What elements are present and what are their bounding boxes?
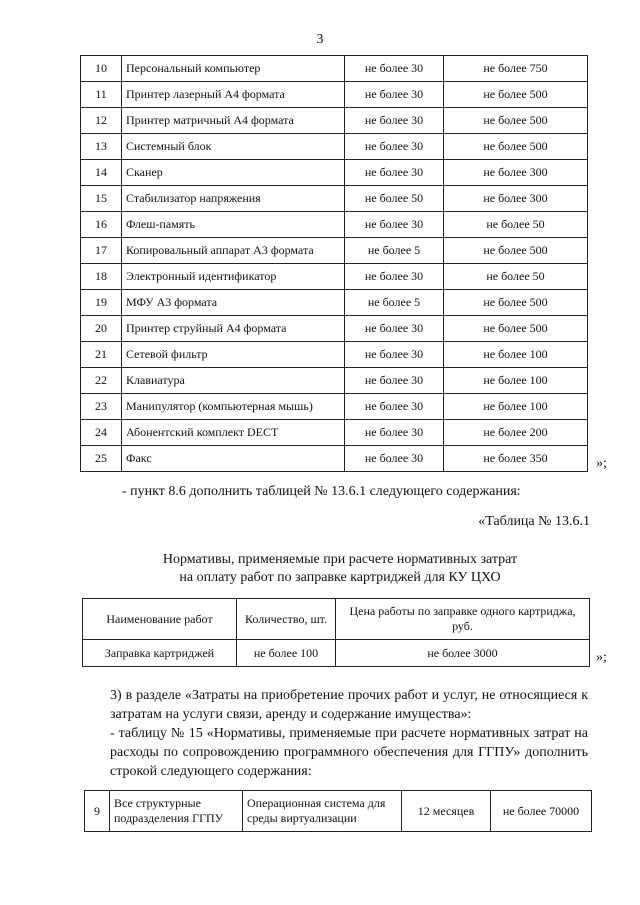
cell-number: 11 <box>81 82 122 108</box>
cell-quantity: не более 30 <box>345 446 444 472</box>
cell-number: 25 <box>81 446 122 472</box>
cell-price: не более 50 <box>444 212 588 238</box>
cell-name: Клавиатура <box>122 368 345 394</box>
cell-name: Сетевой фильтр <box>122 342 345 368</box>
header-work-name: Наименование работ <box>83 599 237 640</box>
cell-name: Факс <box>122 446 345 472</box>
cell-price: не более 300 <box>444 186 588 212</box>
table-row <box>81 108 588 134</box>
cell-name: Электронный идентификатор <box>122 264 345 290</box>
table-row <box>81 238 588 264</box>
paragraph-section-3: 3) в разделе «Затраты на приобретение прочих работ и услуг, не относящиеся к затратам на услуги связи, аренду и содержание имущества»: <box>110 688 588 722</box>
cell-price: не более 70000 <box>491 791 592 832</box>
cell-period: 12 месяцев <box>402 791 491 832</box>
cell-quantity: не более 30 <box>345 82 444 108</box>
cell-price: не более 750 <box>444 56 588 82</box>
cell-quantity: не более 30 <box>345 316 444 342</box>
cell-number: 23 <box>81 394 122 420</box>
header-price: Цена работы по заправке одного картриджа, руб. <box>336 599 590 640</box>
table-row <box>81 56 588 82</box>
table-row <box>81 316 588 342</box>
cell-quantity: не более 30 <box>345 56 444 82</box>
intro-line: - пункт 8.6 дополнить таблицей № 13.6.1 следующего содержания: <box>122 484 521 499</box>
cell-price: не более 500 <box>444 134 588 160</box>
cell-quantity: не более 30 <box>345 264 444 290</box>
table-row <box>81 160 588 186</box>
cell-price: не более 500 <box>444 238 588 264</box>
cell-name: Принтер струйный А4 формата <box>122 316 345 342</box>
cell-price: не более 100 <box>444 342 588 368</box>
cell-number: 14 <box>81 160 122 186</box>
cell-name: Манипулятор (компьютерная мышь) <box>122 394 345 420</box>
cell-number: 20 <box>81 316 122 342</box>
page-number: 3 <box>316 32 324 47</box>
cell-name: Принтер лазерный А4 формата <box>122 82 345 108</box>
cell-price: не более 500 <box>444 108 588 134</box>
cell-number: 17 <box>81 238 122 264</box>
cell-name: МФУ А3 формата <box>122 290 345 316</box>
cell-name: Стабилизатор напряжения <box>122 186 345 212</box>
cell-name: Системный блок <box>122 134 345 160</box>
cell-name: Копировальный аппарат А3 формата <box>122 238 345 264</box>
cell-number: 24 <box>81 420 122 446</box>
cell-name: Принтер матричный А4 формата <box>122 108 345 134</box>
cell-quantity: не более 30 <box>345 212 444 238</box>
cell-number: 9 <box>85 791 110 832</box>
cell-name: Абонентский комплект DECT <box>122 420 345 446</box>
cell-number: 10 <box>81 56 122 82</box>
table1-closing-quote: »; <box>596 456 607 471</box>
cell-number: 12 <box>81 108 122 134</box>
cell-quantity: не более 5 <box>345 290 444 316</box>
cell-quantity: не более 100 <box>237 640 336 667</box>
table-row <box>81 290 588 316</box>
table-row <box>81 134 588 160</box>
equipment-table <box>80 55 588 472</box>
cell-quantity: не более 30 <box>345 160 444 186</box>
table-row <box>81 446 588 472</box>
table-row <box>81 368 588 394</box>
cell-quantity: не более 5 <box>345 238 444 264</box>
cell-work-name: Заправка картриджей <box>83 640 237 667</box>
paragraph-table-15: - таблицу № 15 «Нормативы, применяемые при расчете нормативных затрат на расходы по сопровождению программного обеспечения для ГГПУ» дополнить строкой следующего содержания: <box>110 726 588 779</box>
cell-price: не более 200 <box>444 420 588 446</box>
cell-quantity: не более 30 <box>345 420 444 446</box>
table2-closing-quote: »; <box>596 650 607 665</box>
cell-quantity: не более 50 <box>345 186 444 212</box>
cell-price: не более 3000 <box>336 640 590 667</box>
cell-quantity: не более 30 <box>345 394 444 420</box>
table-row <box>81 82 588 108</box>
cell-number: 19 <box>81 290 122 316</box>
cell-price: не более 50 <box>444 264 588 290</box>
cell-number: 16 <box>81 212 122 238</box>
table-row <box>83 640 590 667</box>
table-13-6-1-title <box>80 551 600 587</box>
cell-price: не более 300 <box>444 160 588 186</box>
table-13-6-1-caption: «Таблица № 13.6.1 <box>478 514 590 529</box>
table-row <box>81 394 588 420</box>
table-row <box>81 212 588 238</box>
cell-price: не более 500 <box>444 82 588 108</box>
cell-number: 13 <box>81 134 122 160</box>
cell-software: Операционная система для среды виртуализации <box>243 791 402 832</box>
cell-quantity: не более 30 <box>345 342 444 368</box>
cell-name: Флеш-память <box>122 212 345 238</box>
table-row <box>81 420 588 446</box>
cell-quantity: не более 30 <box>345 108 444 134</box>
header-quantity: Количество, шт. <box>237 599 336 640</box>
cell-number: 18 <box>81 264 122 290</box>
cell-price: не более 100 <box>444 394 588 420</box>
cell-quantity: не более 30 <box>345 368 444 394</box>
cartridge-refill-table <box>82 598 590 667</box>
table-header-row <box>83 599 590 640</box>
cell-price: не более 350 <box>444 446 588 472</box>
table-row <box>85 791 592 832</box>
cell-name: Персональный компьютер <box>122 56 345 82</box>
table-row <box>81 264 588 290</box>
title-line-2: на оплату работ по заправке картриджей для КУ ЦХО <box>179 570 501 585</box>
cell-quantity: не более 30 <box>345 134 444 160</box>
cell-price: не более 500 <box>444 290 588 316</box>
cell-number: 21 <box>81 342 122 368</box>
cell-price: не более 100 <box>444 368 588 394</box>
cell-department: Все структурные подразделения ГГПУ <box>110 791 243 832</box>
cell-name: Сканер <box>122 160 345 186</box>
cell-price: не более 500 <box>444 316 588 342</box>
table-row <box>81 186 588 212</box>
cell-number: 22 <box>81 368 122 394</box>
cell-number: 15 <box>81 186 122 212</box>
table-row <box>81 342 588 368</box>
title-line-1: Нормативы, применяемые при расчете нормативных затрат <box>162 552 518 567</box>
software-support-table <box>84 790 592 832</box>
